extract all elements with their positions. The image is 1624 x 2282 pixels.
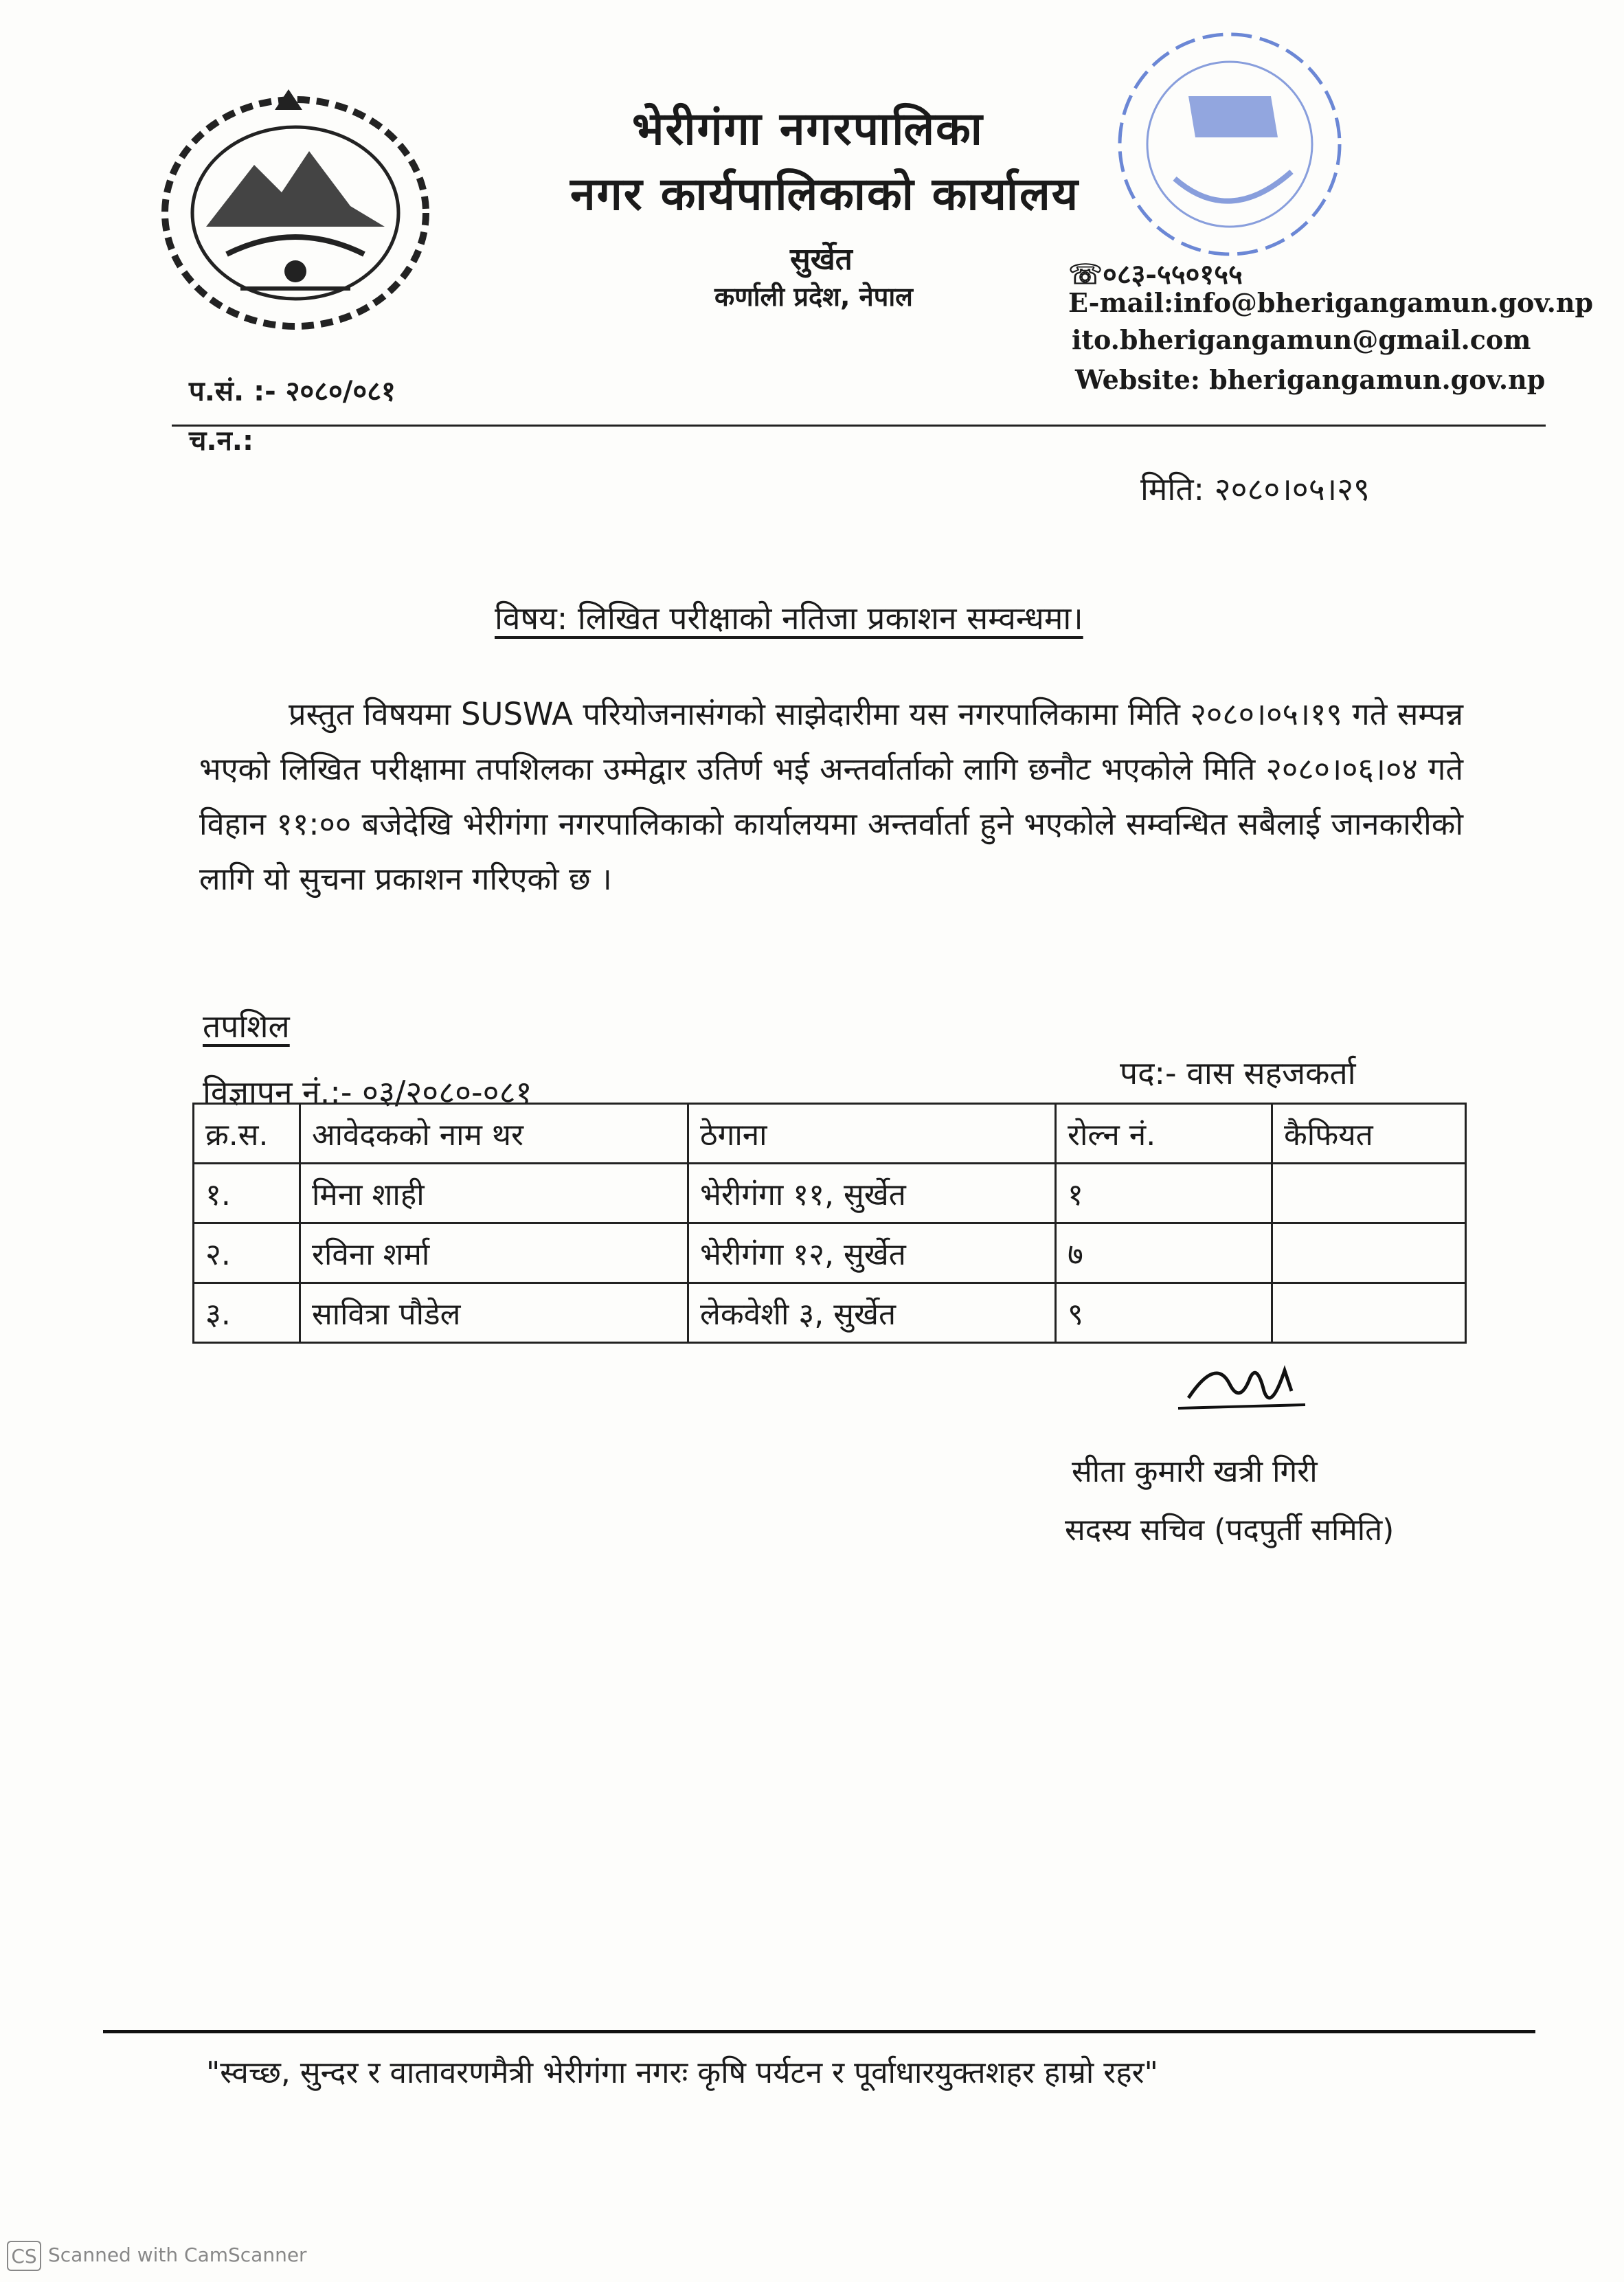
table-cell: रविना शर्मा xyxy=(300,1223,688,1283)
office-seal-icon xyxy=(1072,21,1374,275)
column-header: रोल्न नं. xyxy=(1056,1104,1272,1164)
camscanner-logo-icon: CS xyxy=(7,2241,41,2271)
letter-subject: विषय: लिखित परीक्षाको नतिजा प्रकाशन सम्वन्धमा। xyxy=(495,600,1083,637)
signer-name: सीता कुमारी खत्री गिरी xyxy=(1072,1454,1318,1489)
table-cell: मिना शाही xyxy=(300,1164,688,1223)
signature-icon xyxy=(1175,1350,1312,1425)
nepal-government-emblem-icon xyxy=(151,82,440,337)
letter-date: मिति: २०८०।०५।२९ xyxy=(1140,471,1370,508)
table-cell xyxy=(1272,1223,1466,1283)
column-header: आवेदकको नाम थर xyxy=(300,1104,688,1164)
advertisement-number: विज्ञापन नं.:- ०३/२०८०-०८१ xyxy=(203,1074,532,1111)
dispatch-number: च.न.: xyxy=(189,425,253,457)
post-title: पद:- वास सहजकर्ता xyxy=(1120,1054,1356,1092)
table-row xyxy=(194,1223,1466,1283)
table-cell: १. xyxy=(194,1164,300,1223)
table-cell: २. xyxy=(194,1223,300,1283)
secondary-email: ito.bherigangamun@gmail.com xyxy=(1072,324,1531,355)
table-row xyxy=(194,1283,1466,1343)
table-cell: ७ xyxy=(1056,1223,1272,1283)
table-cell: ९ xyxy=(1056,1283,1272,1343)
column-header: कैफियत xyxy=(1272,1104,1466,1164)
table-cell: भेरीगंगा १२, सुर्खेत xyxy=(688,1223,1056,1283)
phone-number: ☏०८३-५५०१५५ xyxy=(1068,258,1243,291)
table-cell xyxy=(1272,1283,1466,1343)
reference-number: प.सं. :- २०८०/०८१ xyxy=(189,376,396,407)
letter-body: प्रस्तुत विषयमा SUSWA परियोजनासंगको साझेदारीमा यस नगरपालिकामा मिति २०८०।०५।१९ गते सम्पन्न भएको लिखित परीक्षामा तपशिलका उम्मेद्वार उतिर्ण भई अन्तर्वार्ताको लागि छनौट भएकोले मिति २०८०।०६।०४ गते विहान ११:०० बजेदेखि भेरीगंगा नगरपालिकाको कार्यालयमा अन्तर्वार्ता हुने भएकोले सम्वन्धित सबैलाई जानकारीको लागि यो सुचना प्रकाशन गरिएको छ । xyxy=(199,696,1463,897)
table-cell: भेरीगंगा ११, सुर्खेत xyxy=(688,1164,1056,1223)
candidate-table xyxy=(192,1103,1467,1344)
table-row xyxy=(194,1164,1466,1223)
table-cell: ३. xyxy=(194,1283,300,1343)
signer-designation: सदस्य सचिव (पदपुर्ती समिति) xyxy=(1065,1513,1395,1548)
city: सुर्खेत xyxy=(790,242,853,277)
office-name: नगर कार्यपालिकाको कार्यालय xyxy=(570,168,1079,221)
website: Website: bherigangamun.gov.np xyxy=(1075,364,1546,395)
table-header-row xyxy=(194,1104,1466,1164)
province: कर्णाली प्रदेश, नेपाल xyxy=(714,282,913,312)
footer-slogan: "स्वच्छ, सुन्दर र वातावरणमैत्री भेरीगंगा नगरः कृषि पर्यटन र पूर्वाधारयुक्तशहर हाम्रो रहर" xyxy=(206,2055,1158,2090)
table-cell: लेकवेशी ३, सुर्खेत xyxy=(688,1283,1056,1343)
email-address: E-mail:info@bherigangamun.gov.np xyxy=(1068,287,1594,318)
table-cell: १ xyxy=(1056,1164,1272,1223)
column-header: क्र.स. xyxy=(194,1104,300,1164)
schedule-label: तपशिल xyxy=(203,1008,290,1045)
organization-name: भेरीगंगा नगरपालिका xyxy=(632,102,984,155)
table-cell xyxy=(1272,1164,1466,1223)
scanner-watermark: Scanned with CamScanner xyxy=(48,2244,307,2266)
column-header: ठेगाना xyxy=(688,1104,1056,1164)
header-divider xyxy=(172,425,1546,427)
footer-divider xyxy=(103,2030,1535,2033)
table-cell: सावित्रा पौडेल xyxy=(300,1283,688,1343)
